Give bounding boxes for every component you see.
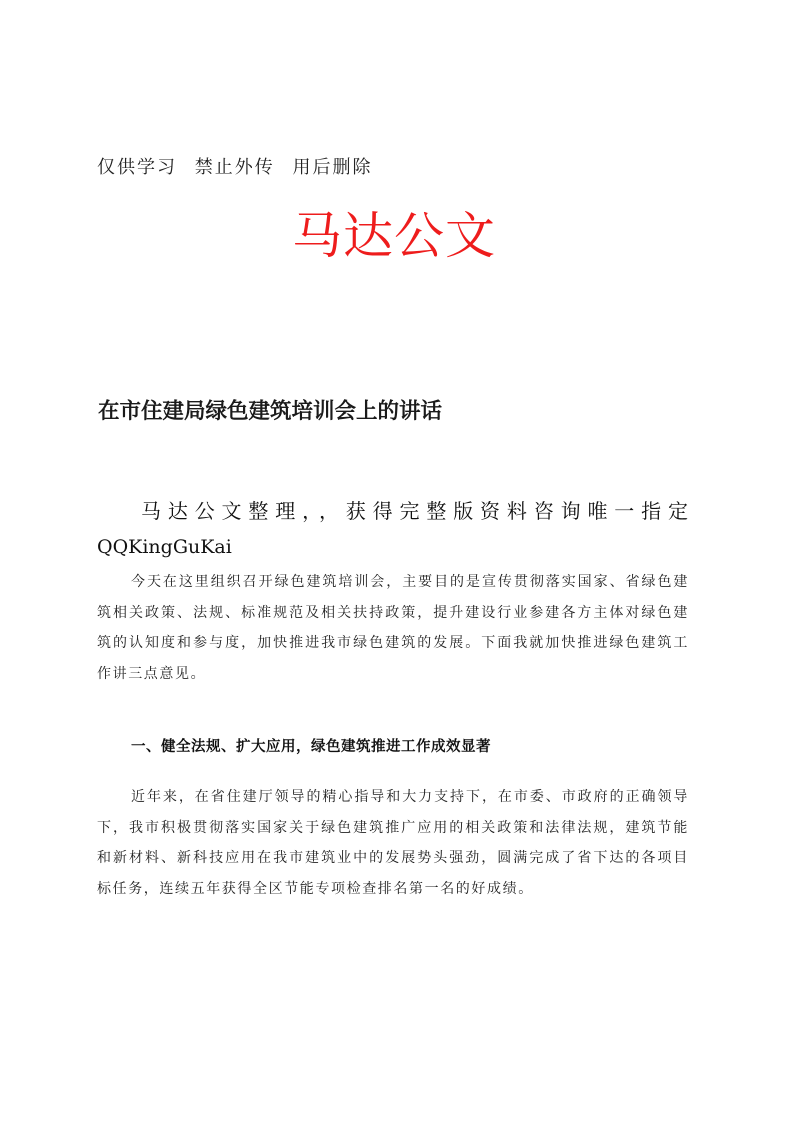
usage-notice [97, 153, 372, 179]
promo-contact: QQKingGuKai [97, 536, 232, 558]
brand-title: 马达公文 [292, 207, 496, 265]
section-heading-1: 一、健全法规、扩大应用，绿色建筑推进工作成效显著 [131, 739, 491, 755]
document-title: 在市住建局绿色建筑培训会上的讲话 [98, 399, 443, 424]
notice-no-distribution: 禁止外传 [194, 157, 275, 178]
notice-delete-after-use: 用后删除 [292, 157, 373, 178]
notice-study-only: 仅供学习 [97, 157, 177, 178]
section-1-paragraph: 近年来，在省住建厅领导的精心指导和大力支持下，在市委、市政府的正确领导下，我市积极贯彻落实国家关于绿色建筑推广应用的相关政策和法律法规，建筑节能和新材料、新科技应用在我市建筑业中的发展势头强劲，圆满完成了省下达的各项目标任务，连续五年获得全区节能专项检查排名第一名的好成绩。 [97, 789, 689, 897]
intro-paragraph: 今天在这里组织召开绿色建筑培训会，主要目的是宣传贯彻落实国家、省绿色建筑相关政策、法规、标准规范及相关扶持政策，提升建设行业参建各方主体对绿色建筑的认知度和参与度，加快推进我市绿色建筑的发展。下面我就加快推进绿色建筑工作讲三点意见。 [97, 574, 689, 682]
promo-text: 马达公文整理，，获得完整版资料咨询唯一指定 [141, 499, 688, 523]
